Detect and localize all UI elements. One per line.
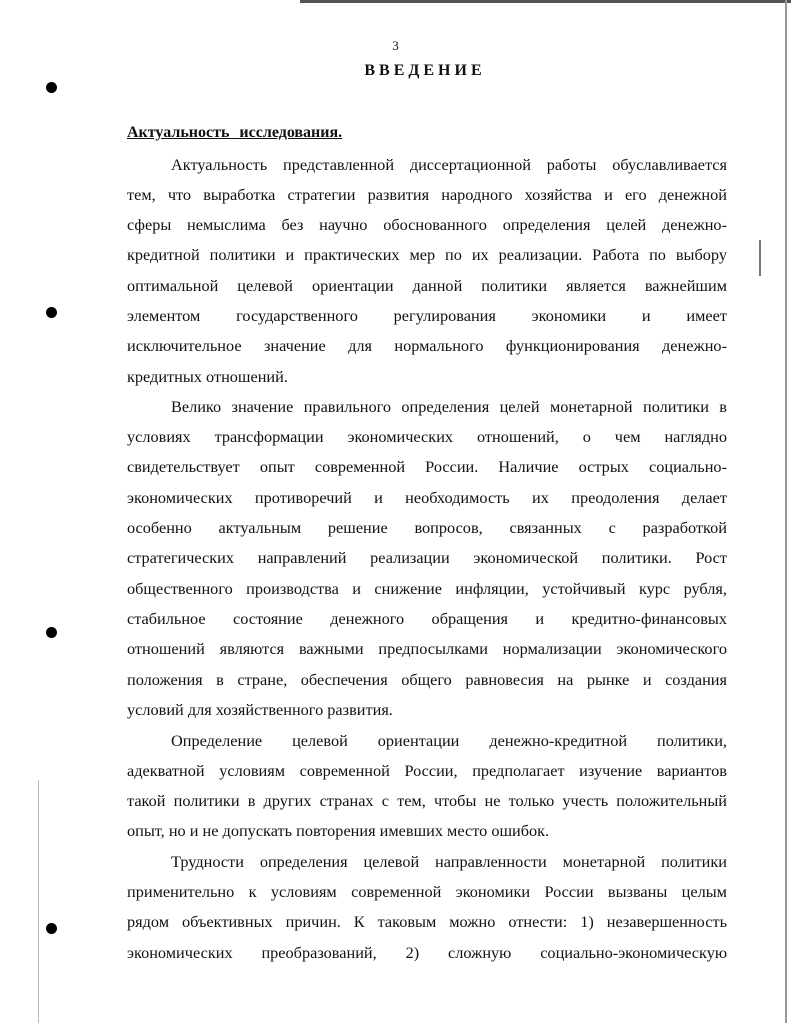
text-line: тем, что выработка стратегии развития народного хозяйства и его денежной [127,185,727,204]
text-line: отношений являются важными предпосылками нормализации экономического [127,639,727,658]
text-line: опыт, но и не допускать повторения имевших место ошибок. [127,821,550,840]
scan-edge-right [785,0,787,1023]
text-line: адекватной условиям современной России, предполагает изучение вариантов [127,761,727,780]
text-line: применительно к условиям современной экономики России вызваны целым [127,882,727,901]
text-line: общественного производства и снижение инфляции, устойчивый курс рубля, [127,579,727,598]
punch-hole [46,923,57,934]
text-line: кредитной политики и практических мер по их реализации. Работа по выбору [127,245,727,264]
text-line: экономических преобразований, 2) сложную социально-экономическую [127,943,727,962]
text-line: элементом государственного регулирования экономики и имеет [127,306,727,325]
scan-edge-left [38,780,39,1023]
text-line: рядом объективных причин. К таковым можно отнести: 1) незавершенность [127,912,727,931]
text-line: положения в стране, обеспечения общего равновесия на рынке и создания [127,670,727,689]
text-line: условий для хозяйственного развития. [127,700,393,719]
text-line: свидетельствует опыт современной России. Наличие острых социально- [127,457,727,476]
text-line: стабильное состояние денежного обращения и кредитно-финансовых [127,609,727,628]
text-line: оптимальной целевой ориентации данной политики является важнейшим [127,276,727,295]
page-title: ВВЕДЕНИЕ [364,62,486,79]
text-line: условиях трансформации экономических отношений, о чем наглядно [127,427,727,446]
punch-hole [46,627,57,638]
text-line: стратегических направлений реализации экономической политики. Рост [127,548,727,567]
text-line: кредитных отношений. [127,367,288,386]
text-line: экономических противоречий и необходимость их преодоления делает [127,488,727,507]
punch-hole [46,82,57,93]
text-line: особенно актуальным решение вопросов, связанных с разработкой [127,518,727,537]
scan-edge-top [300,0,791,3]
text-line: Определение целевой ориентации денежно-кредитной политики, [171,731,727,750]
section-heading: Актуальность исследования. [127,124,343,141]
text-line: Актуальность представленной диссертационной работы обуславливается [171,155,727,174]
text-line: Велико значение правильного определения целей монетарной политики в [171,397,727,416]
punch-hole [46,307,57,318]
text-line: исключительное значение для нормального функционирования денежно- [127,336,727,355]
text-line: Трудности определения целевой направленности монетарной политики [171,852,727,871]
scan-mark-right [759,240,761,276]
text-line: сферы немыслима без научно обоснованного определения целей денежно- [127,215,727,234]
page-number: 3 [392,38,399,53]
text-line: такой политики в других странах с тем, чтобы не только учесть положительный [127,791,727,810]
